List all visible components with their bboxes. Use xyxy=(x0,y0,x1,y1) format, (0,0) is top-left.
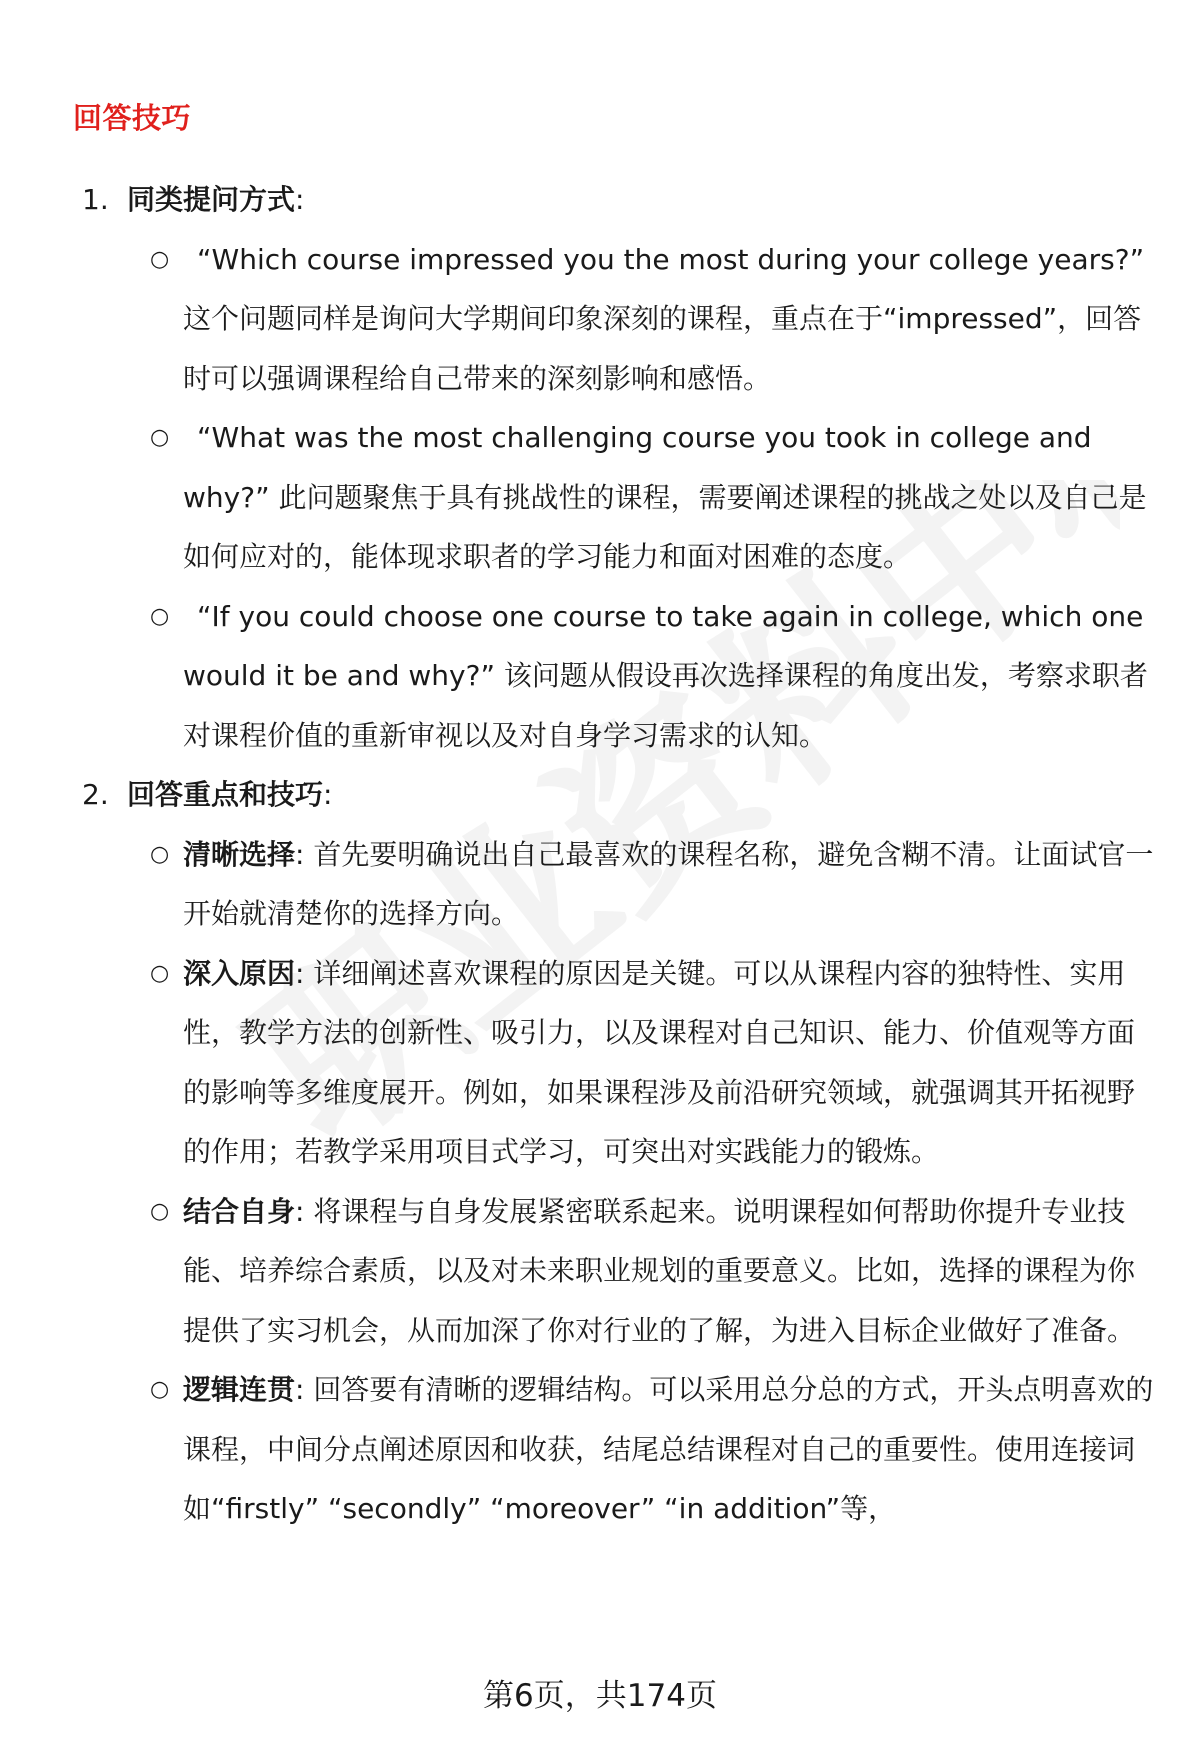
page-number-footer: 第6页，共174页 xyxy=(483,1678,717,1714)
list-item xyxy=(127,408,1162,587)
item-heading: 回答重点和技巧 xyxy=(127,778,324,811)
hollow-circle-bullet-icon: ○ xyxy=(150,603,170,629)
tip-term: 深入原因 xyxy=(183,956,296,990)
hollow-circle-bullet-icon: ○ xyxy=(150,841,170,867)
hollow-circle-bullet-icon: ○ xyxy=(150,1198,170,1224)
hollow-circle-bullet-icon: ○ xyxy=(150,960,170,986)
hollow-circle-bullet-icon: ○ xyxy=(150,425,170,450)
list-number: 1. xyxy=(82,183,109,216)
question-english: “If you could choose one course to take again in college, which one would it be and why?” xyxy=(183,599,1144,692)
question-english: “Which course impressed you the most during your college years?” xyxy=(197,242,1145,276)
sub-list xyxy=(127,825,1162,1539)
hollow-circle-bullet-icon: ○ xyxy=(150,246,170,272)
list-item xyxy=(127,230,1162,409)
tip-text: 回答要有清晰的逻辑结构。可以采用总分总的方式，开头点明喜欢的课程，中间分点阐述原因和收获，结尾总结课程对自己的重要性。使用连接词如“firstly” “secondly” “moreover” “in addition”等， xyxy=(183,1373,1154,1525)
question-explanation: 这个问题同样是询问大学期间印象深刻的课程，重点在于“impressed”，回答时可以强调课程给自己带来的深刻影响和感悟。 xyxy=(183,302,1142,395)
tip-colon: : xyxy=(295,1373,305,1406)
item-heading: 同类提问方式 xyxy=(127,183,296,216)
hollow-circle-bullet-icon: ○ xyxy=(150,1377,170,1402)
heading-colon: : xyxy=(295,183,305,216)
question-explanation: 此问题聚焦于具有挑战性的课程，需要阐述课程的挑战之处以及自己是如何应对的，能体现求职者的学习能力和面对困难的态度。 xyxy=(183,480,1147,573)
tip-text: 首先要明确说出自己最喜欢的课程名称，避免含糊不清。让面试官一开始就清楚你的选择方向。 xyxy=(183,837,1154,930)
tip-text: 详细阐述喜欢课程的原因是关键。可以从课程内容的独特性、实用性，教学方法的创新性、吸引力，以及课程对自己知识、能力、价值观等方面的影响等多维度展开。例如，如果课程涉及前沿研究领域，就强调其开拓视野的作用；若教学采用项目式学习，可突出对实践能力的锻炼。 xyxy=(183,956,1136,1168)
main-list-item-similar-questions xyxy=(82,170,1162,765)
question-english: “What was the most challenging course you took in college and why?” xyxy=(183,421,1092,514)
tip-text: 将课程与自身发展紧密联系起来。说明课程如何帮助你提升专业技能、培养综合素质，以及对未来职业规划的重要意义。比如，选择的课程为你提供了实习机会，从而加深了你对行业的了解，为进入目标企业做好了准备。 xyxy=(183,1194,1136,1347)
main-list xyxy=(82,170,1162,1539)
list-item xyxy=(127,1182,1162,1361)
tip-colon: : xyxy=(295,956,305,990)
list-number: 2. xyxy=(82,778,109,811)
tip-term: 逻辑连贯 xyxy=(183,1373,296,1406)
list-item xyxy=(127,944,1162,1182)
list-item xyxy=(127,587,1162,766)
heading-colon: : xyxy=(323,778,333,811)
list-item xyxy=(127,825,1162,944)
tip-term: 结合自身 xyxy=(183,1194,296,1228)
section-title: 回答技巧 xyxy=(73,101,192,135)
list-item xyxy=(127,1360,1162,1539)
tip-term: 清晰选择 xyxy=(183,837,296,871)
main-list-item-answer-tips xyxy=(82,765,1162,1539)
tip-colon: : xyxy=(295,1194,305,1228)
tip-colon: : xyxy=(295,837,305,871)
document-body xyxy=(82,170,1162,1539)
question-explanation: 该问题从假设再次选择课程的角度出发，考察求职者对课程价值的重新审视以及对自身学习需求的认知。 xyxy=(183,659,1148,752)
sub-list xyxy=(127,230,1162,766)
